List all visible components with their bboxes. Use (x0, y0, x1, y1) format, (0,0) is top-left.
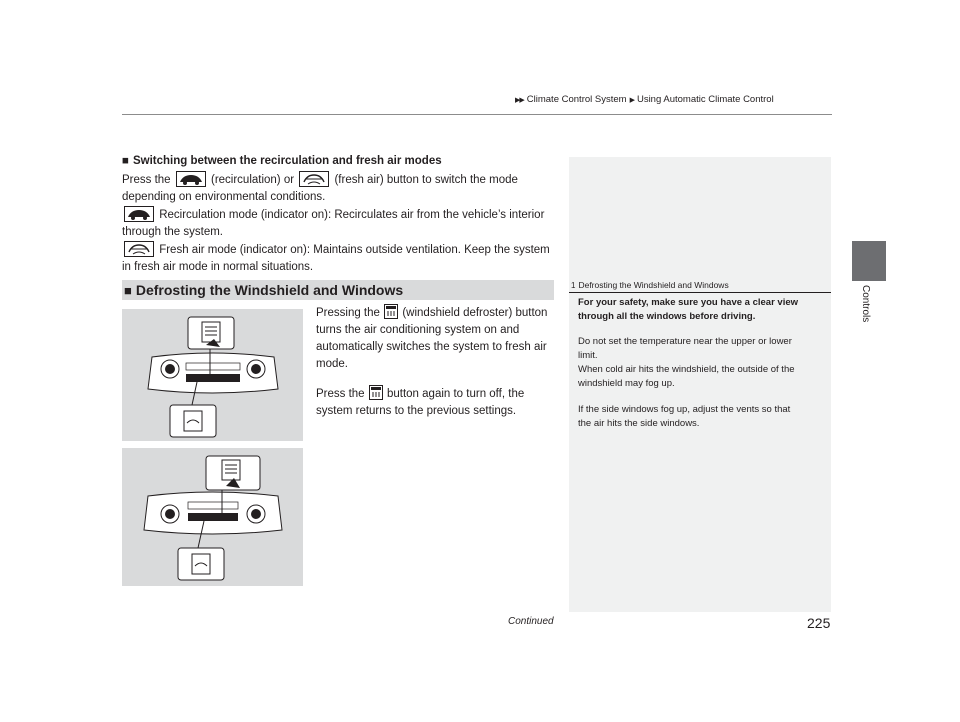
side-tab-marker (852, 241, 886, 281)
breadcrumb-arrow-icon: ▶ (629, 96, 634, 104)
note-body: Do not set the temperature near the upper or lower limit. When cold air hits the windshield, the outside of the windshield may fog up. If the side windows fog up, adjust the vents so that the air hits the side windows. (578, 336, 795, 429)
section-paragraph: Press the (recirculation) or (fresh air) button to switch the mode depending on environmental conditions. Recirculation mode (indicator on): Recirculates air from the vehicle’s interior through the system. Fresh air mode (indicator on): Maintains outside ventilation. Keep the system in fresh air mode in normal situations. (122, 171, 562, 276)
car-fresh-air-icon (299, 171, 329, 187)
breadcrumb-arrow-icon: ▶▶ (515, 96, 524, 104)
page-number: 225 (807, 615, 831, 631)
front-defroster-icon (384, 304, 398, 319)
note-warning: For your safety, make sure you have a clear view through all the windows before driving. (578, 297, 799, 322)
note-title: 1 Defrosting the Windshield and Windows (571, 280, 729, 290)
car-recirculation-icon (176, 171, 206, 187)
side-tab-label: Controls (860, 285, 871, 323)
breadcrumb (515, 94, 774, 105)
section-title-bar: ■ Defrosting the Windshield and Windows (122, 280, 554, 300)
section-paragraph: Pressing the (windshield defroster) button turns the air conditioning system on and automatically switches the system to fresh air mode. Press the button again to turn off, the system returns to the previous settings. (316, 304, 561, 420)
front-defroster-icon (369, 385, 383, 400)
note-marker: 1 (571, 280, 576, 290)
climate-panel-illustration (122, 448, 303, 586)
car-fresh-air-icon (124, 241, 154, 257)
section-heading: ■ Switching between the recirculation and fresh air modes (122, 155, 442, 167)
breadcrumb-item[interactable]: Using Automatic Climate Control (636, 94, 774, 105)
note-rule (569, 292, 831, 293)
section-title: Defrosting the Windshield and Windows (135, 282, 404, 298)
header-rule (122, 114, 832, 115)
side-tab[interactable] (852, 285, 886, 365)
car-recirculation-icon (124, 206, 154, 222)
breadcrumb-item[interactable]: Climate Control System (526, 94, 627, 105)
climate-panel-illustration (122, 309, 303, 441)
continued-label: Continued (508, 616, 554, 627)
